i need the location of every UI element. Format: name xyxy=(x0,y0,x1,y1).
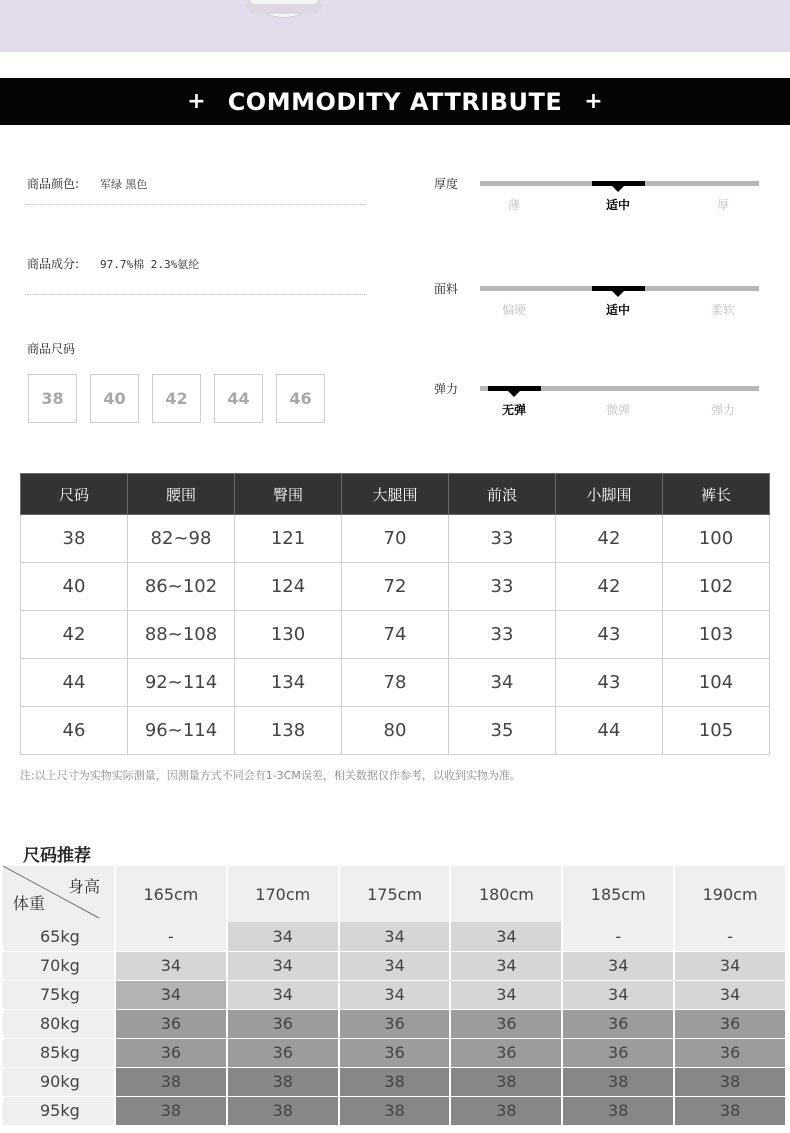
table-cell: 42 xyxy=(556,563,663,611)
table-row xyxy=(3,951,786,980)
height-header: 180cm xyxy=(450,866,562,922)
size-option[interactable]: 44 xyxy=(214,374,263,423)
table-cell: 34 xyxy=(450,922,562,951)
height-header: 170cm xyxy=(227,866,339,922)
color-value: 军绿 黑色 xyxy=(100,178,148,191)
table-cell: 33 xyxy=(449,515,556,563)
column-header: 尺码 xyxy=(21,474,128,515)
weight-label: 90kg xyxy=(3,1067,115,1096)
table-cell: 36 xyxy=(339,1038,451,1067)
scale-label: 面料 xyxy=(434,282,459,296)
table-cell: 34 xyxy=(450,980,562,1009)
table-cell: 43 xyxy=(556,659,663,707)
table-cell: 34 xyxy=(562,980,674,1009)
scale-pointer xyxy=(508,391,520,397)
table-cell: 34 xyxy=(339,922,451,951)
column-header: 大腿围 xyxy=(342,474,449,515)
table-cell: 34 xyxy=(674,980,786,1009)
column-header: 腰围 xyxy=(128,474,235,515)
table-cell: 33 xyxy=(449,563,556,611)
size-option[interactable]: 42 xyxy=(152,374,201,423)
table-cell: 38 xyxy=(339,1096,451,1125)
color-label: 商品颜色: xyxy=(27,177,80,191)
table-cell: 34 xyxy=(450,951,562,980)
table-cell: 34 xyxy=(562,951,674,980)
height-header: 190cm xyxy=(674,866,786,922)
table-cell: 43 xyxy=(556,611,663,659)
scale-pointer xyxy=(612,186,624,192)
recommendation-title: 尺码推荐 xyxy=(23,846,91,866)
section-banner xyxy=(0,78,790,125)
table-cell: 36 xyxy=(450,1009,562,1038)
scale-option: 微弹 xyxy=(605,403,630,417)
table-cell: - xyxy=(115,922,227,951)
table-cell: 34 xyxy=(339,980,451,1009)
table-cell: 34 xyxy=(115,980,227,1009)
scale-option: 适中 xyxy=(605,198,630,212)
table-cell: 102 xyxy=(663,563,770,611)
divider xyxy=(27,294,365,295)
size-recommendation-table xyxy=(3,866,787,1126)
table-cell: 80 xyxy=(342,707,449,755)
table-cell: 34 xyxy=(339,951,451,980)
scale-option: 适中 xyxy=(605,303,630,317)
table-row xyxy=(3,922,786,951)
scale-pointer xyxy=(612,291,624,297)
table-cell: 86~102 xyxy=(128,563,235,611)
table-cell: 82~98 xyxy=(128,515,235,563)
table-cell: 38 xyxy=(562,1096,674,1125)
table-cell: 36 xyxy=(674,1009,786,1038)
table-cell: 34 xyxy=(227,951,339,980)
table-cell: 34 xyxy=(674,951,786,980)
table-row xyxy=(21,659,770,707)
plus-icon: + xyxy=(187,89,206,114)
table-cell: 78 xyxy=(342,659,449,707)
table-cell: 105 xyxy=(663,707,770,755)
table-cell: 34 xyxy=(227,980,339,1009)
scale-label: 厚度 xyxy=(434,177,459,191)
height-axis-label: 身高 xyxy=(67,877,100,896)
weight-label: 95kg xyxy=(3,1096,115,1125)
table-row xyxy=(21,515,770,563)
table-cell: 38 xyxy=(227,1096,339,1125)
scale-label: 弹力 xyxy=(434,382,459,396)
table-cell: 74 xyxy=(342,611,449,659)
table-cell: 44 xyxy=(21,659,128,707)
scale-option: 偏硬 xyxy=(501,303,526,317)
table-cell: 72 xyxy=(342,563,449,611)
table-cell: 38 xyxy=(339,1067,451,1096)
table-cell: 36 xyxy=(115,1038,227,1067)
table-row xyxy=(21,707,770,755)
table-cell: 124 xyxy=(235,563,342,611)
table-cell: 46 xyxy=(21,707,128,755)
scale-option: 无弹 xyxy=(501,403,526,417)
weight-label: 85kg xyxy=(3,1038,115,1067)
table-cell: 96~114 xyxy=(128,707,235,755)
scale-option: 薄 xyxy=(507,198,520,212)
table-cell: 38 xyxy=(674,1067,786,1096)
corner-cell xyxy=(3,866,115,922)
table-row xyxy=(21,563,770,611)
table-cell: 42 xyxy=(556,515,663,563)
table-cell: 42 xyxy=(21,611,128,659)
table-cell: 36 xyxy=(339,1009,451,1038)
table-cell: - xyxy=(674,922,786,951)
weight-label: 75kg xyxy=(3,980,115,1009)
weight-label: 65kg xyxy=(3,922,115,951)
table-cell: 70 xyxy=(342,515,449,563)
divider xyxy=(27,204,365,205)
table-cell: 36 xyxy=(227,1038,339,1067)
table-cell: 104 xyxy=(663,659,770,707)
table-cell: 88~108 xyxy=(128,611,235,659)
table-cell: 134 xyxy=(235,659,342,707)
table-cell: 40 xyxy=(21,563,128,611)
table-cell: 36 xyxy=(115,1009,227,1038)
size-option[interactable]: 40 xyxy=(90,374,139,423)
height-header: 185cm xyxy=(562,866,674,922)
table-cell: 38 xyxy=(450,1096,562,1125)
table-cell: 130 xyxy=(235,611,342,659)
column-header: 臀围 xyxy=(235,474,342,515)
weight-label: 70kg xyxy=(3,951,115,980)
table-row xyxy=(3,980,786,1009)
table-cell: 34 xyxy=(115,951,227,980)
corner-header xyxy=(3,866,114,922)
table-header-row xyxy=(21,474,770,515)
table-cell: 33 xyxy=(449,611,556,659)
table-cell: 100 xyxy=(663,515,770,563)
size-option[interactable]: 46 xyxy=(276,374,325,423)
shoe-sole xyxy=(246,4,322,14)
table-cell: 138 xyxy=(235,707,342,755)
table-cell: 36 xyxy=(674,1038,786,1067)
table-cell: 38 xyxy=(115,1096,227,1125)
table-cell: 36 xyxy=(562,1038,674,1067)
table-row xyxy=(3,1096,786,1125)
table-cell: 34 xyxy=(449,659,556,707)
scale-option: 柔软 xyxy=(710,303,735,317)
table-cell: 34 xyxy=(227,922,339,951)
table-cell: 36 xyxy=(227,1009,339,1038)
column-header: 小脚围 xyxy=(556,474,663,515)
table-cell: - xyxy=(562,922,674,951)
size-option[interactable]: 38 xyxy=(28,374,77,423)
column-header: 裤长 xyxy=(663,474,770,515)
scale-option: 厚 xyxy=(716,198,729,212)
table-cell: 38 xyxy=(21,515,128,563)
table-cell: 92~114 xyxy=(128,659,235,707)
table-cell: 38 xyxy=(227,1067,339,1096)
table-cell: 36 xyxy=(562,1009,674,1038)
table-header-row xyxy=(3,866,786,922)
table-cell: 35 xyxy=(449,707,556,755)
scale-option: 弹力 xyxy=(710,403,735,417)
banner-title: COMMODITY ATTRIBUTE xyxy=(227,87,563,116)
table-cell: 38 xyxy=(450,1067,562,1096)
height-header: 165cm xyxy=(115,866,227,922)
size-table xyxy=(20,473,770,755)
table-cell: 36 xyxy=(450,1038,562,1067)
table-cell: 38 xyxy=(674,1096,786,1125)
table-row xyxy=(3,1038,786,1067)
table-cell: 103 xyxy=(663,611,770,659)
material-value: 97.7%棉 2.3%氨纶 xyxy=(100,258,200,271)
product-photo xyxy=(0,0,790,52)
table-row xyxy=(3,1009,786,1038)
weight-axis-label: 体重 xyxy=(13,894,46,913)
height-header: 175cm xyxy=(339,866,451,922)
table-cell: 38 xyxy=(115,1067,227,1096)
table-row xyxy=(21,611,770,659)
table-cell: 121 xyxy=(235,515,342,563)
weight-label: 80kg xyxy=(3,1009,115,1038)
material-label: 商品成分: xyxy=(27,257,80,271)
column-header: 前浪 xyxy=(449,474,556,515)
plus-icon: + xyxy=(584,89,603,114)
table-cell: 38 xyxy=(562,1067,674,1096)
measurement-note: 注:以上尺寸为实物实际测量，因测量方式不同会有1-3CM误差，相关数据仅作参考，以收到实物为准。 xyxy=(20,769,521,782)
table-row xyxy=(3,1067,786,1096)
size-label: 商品尺码 xyxy=(27,342,76,356)
table-cell: 44 xyxy=(556,707,663,755)
